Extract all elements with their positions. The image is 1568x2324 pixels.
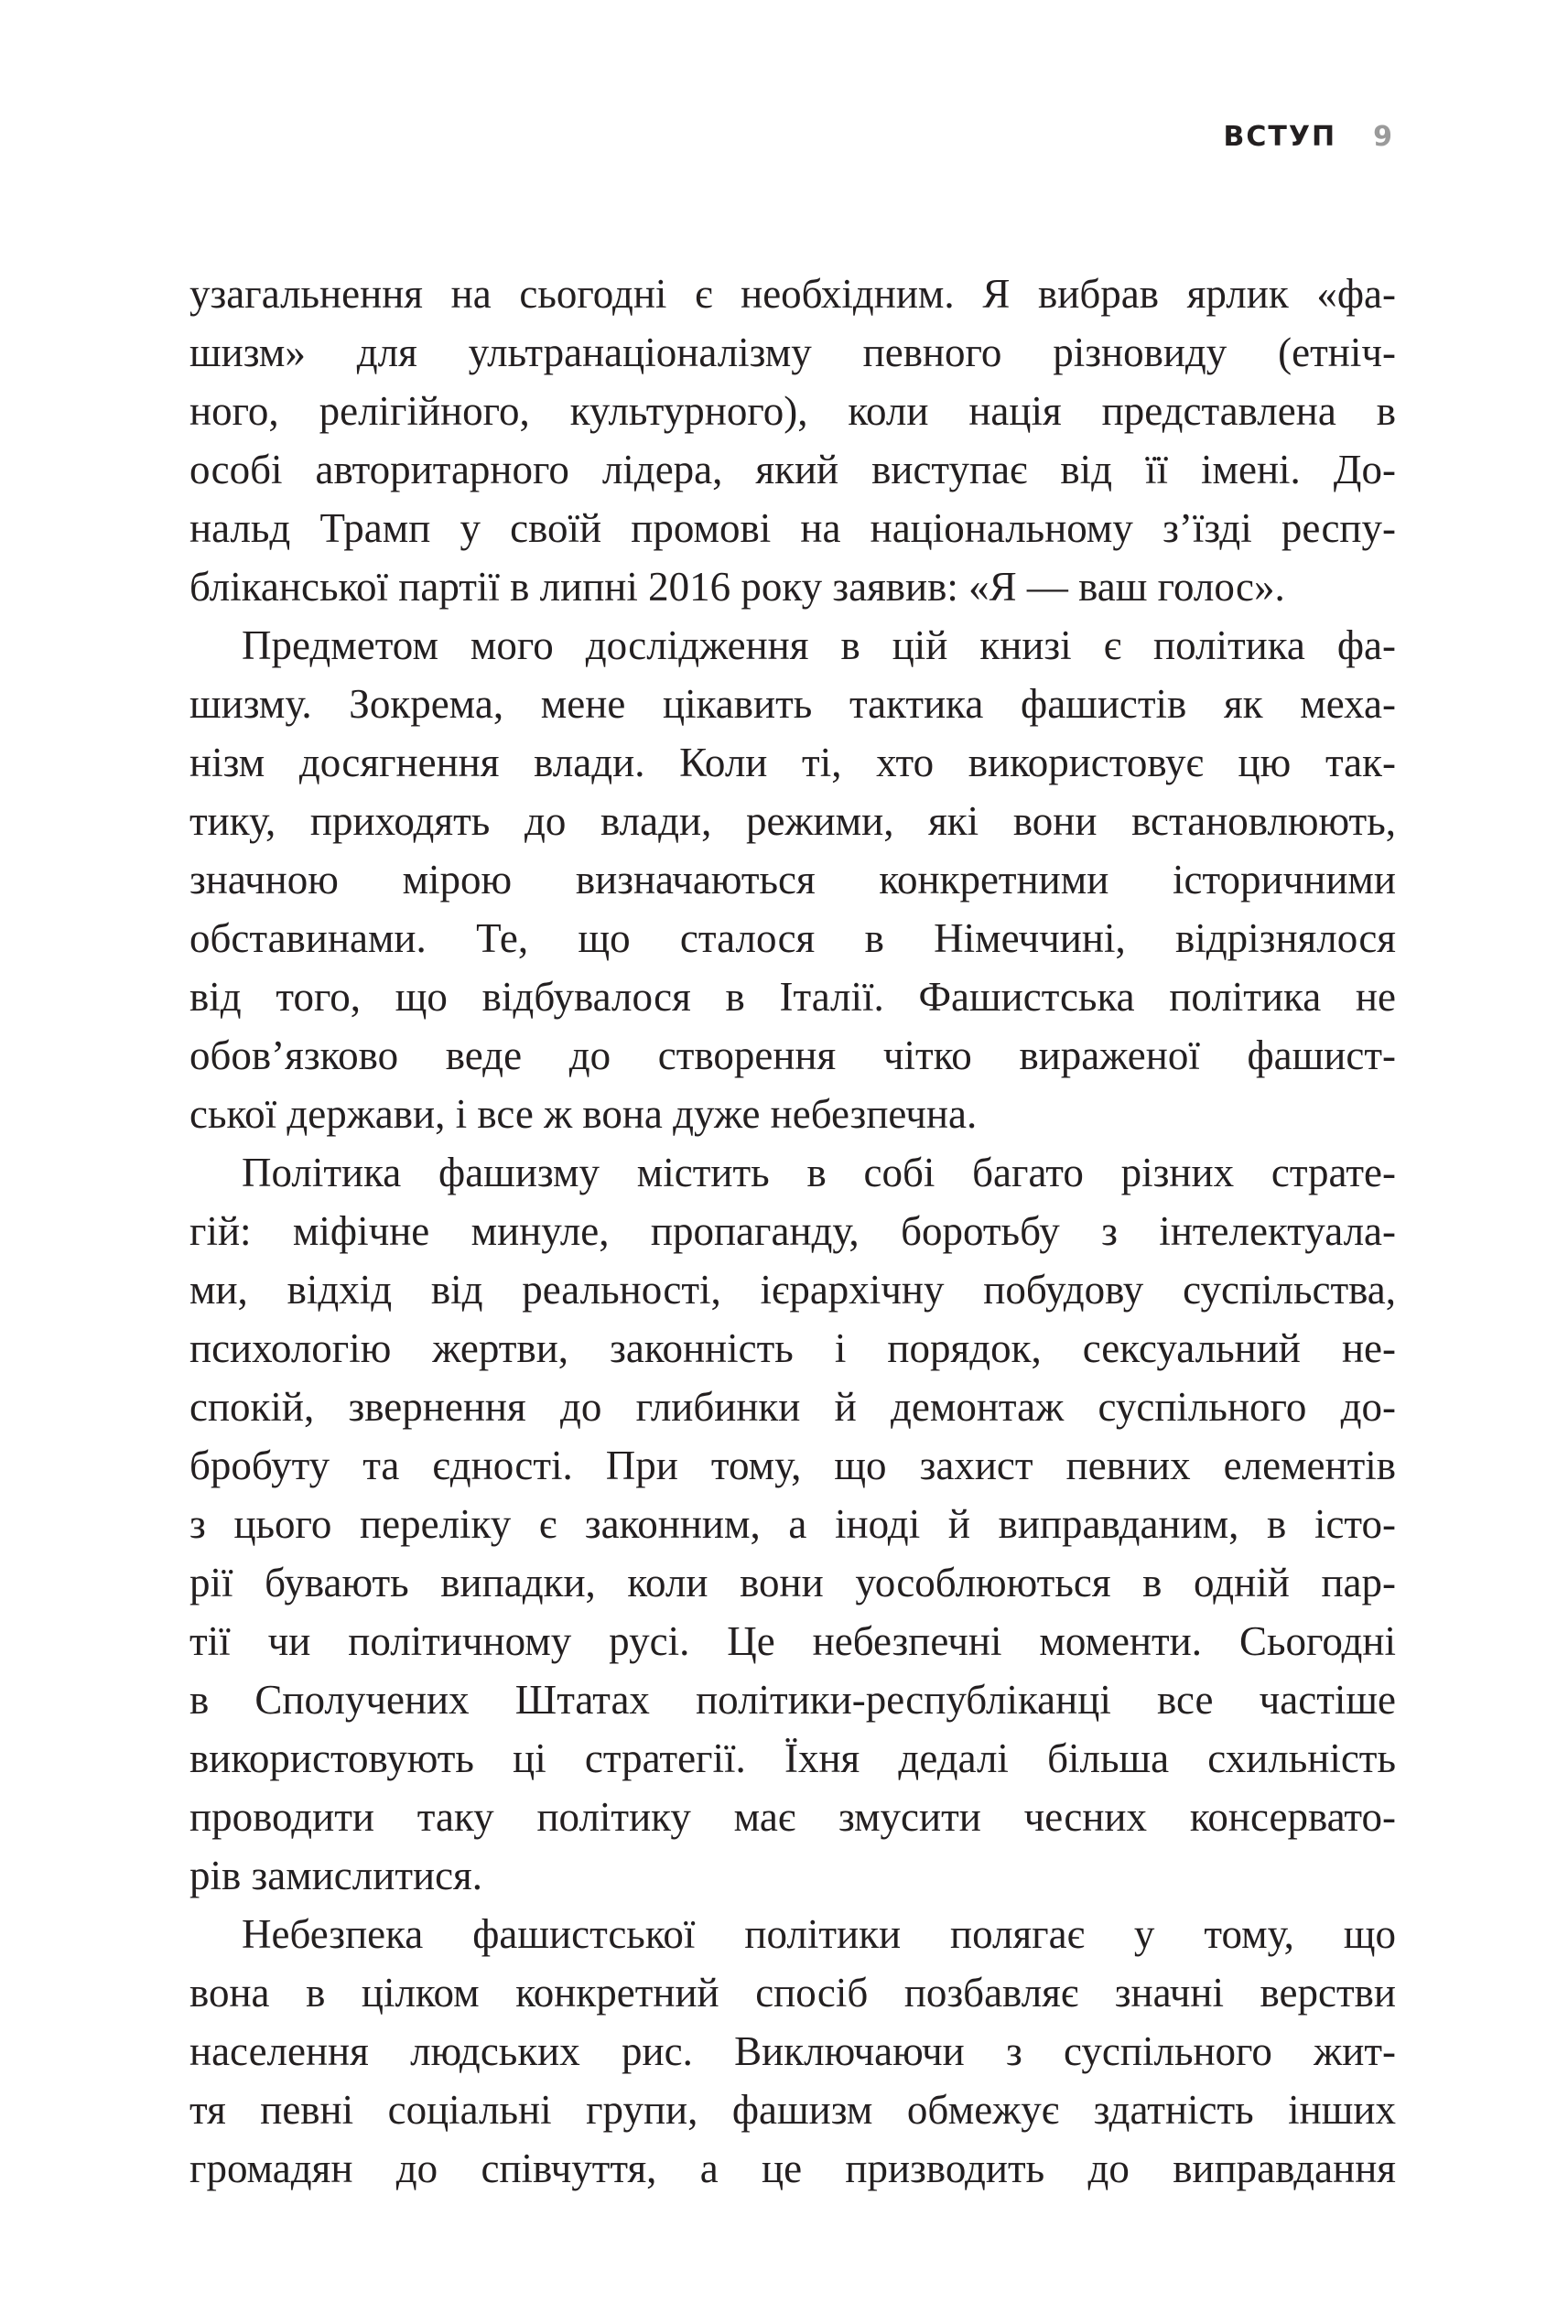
text-line: бліканської партії в липні 2016 року заявив: «Я — ваш голос».	[189, 564, 1285, 610]
text-line: обов’язково веде до створення чітко вираженої фашист-	[189, 1032, 1396, 1078]
text-line: значною мірою визначаються конкретними історичними	[189, 857, 1396, 903]
text-line: тії чи політичному русі. Це небезпечні моменти. Сьогодні	[189, 1618, 1396, 1664]
text-line: шизму. Зокрема, мене цікавить тактика фашистів як меха-	[189, 681, 1396, 727]
text-line: Політика фашизму містить в собі багато різних страте-	[242, 1150, 1396, 1195]
text-line: Небезпека фашистської політики полягає у тому, що	[242, 1911, 1396, 1957]
text-line: ного, релігійного, культурного), коли нація представлена в	[189, 388, 1396, 434]
text-line: тя певні соціальні групи, фашизм обмежує здатність інших	[189, 2087, 1396, 2133]
text-line: використовують ці стратегії. Їхня дедалі більша схильність	[189, 1735, 1396, 1781]
text-line: нальд Трамп у своїй промові на національному з’їзді респу-	[189, 505, 1396, 551]
running-header	[1224, 121, 1394, 153]
text-line: ми, відхід від реальності, ієрархічну побудову суспільства,	[189, 1267, 1396, 1313]
page-number: 9	[1373, 121, 1394, 153]
text-line: обставинами. Те, що сталося в Німеччині, відрізнялося	[189, 915, 1396, 961]
text-line: нізм досягнення влади. Коли ті, хто використовує цю так-	[189, 740, 1396, 785]
text-line: тику, приходять до влади, режими, які вони встановлюють,	[189, 798, 1396, 844]
text-line: ської держави, і все ж вона дуже небезпечна.	[189, 1091, 978, 1137]
body-text	[189, 265, 1396, 2198]
section-title: ВСТУП	[1223, 121, 1337, 153]
text-line: гій: міфічне минуле, пропаганду, боротьбу з інтелектуала-	[189, 1208, 1396, 1254]
paragraph	[189, 265, 1396, 616]
paragraph	[189, 1905, 1396, 2198]
text-line: проводити таку політику має змусити чесних консервато-	[189, 1794, 1396, 1840]
text-line: узагальнення на сьогодні є необхідним. Я вибрав ярлик «фа-	[189, 271, 1396, 317]
text-line: Предметом мого дослідження в цій книзі є політика фа-	[242, 622, 1396, 668]
text-line: громадян до співчуття, а це призводить до виправдання	[189, 2146, 1396, 2191]
text-line: в Сполучених Штатах політики-республіканці все частіше	[189, 1677, 1396, 1723]
text-line: вона в цілком конкретний спосіб позбавляє значні верстви	[189, 1970, 1396, 2016]
text-line: шизм» для ультранаціоналізму певного різновиду (етніч-	[189, 330, 1396, 375]
text-line: бробуту та єдності. При тому, що захист певних елементів	[189, 1443, 1396, 1488]
text-line: рів замислитися.	[189, 1853, 482, 1898]
text-line: з цього переліку є законним, а іноді й виправданим, в істо-	[189, 1501, 1396, 1547]
text-line: від того, що відбувалося в Італії. Фашистська політика не	[189, 974, 1396, 1020]
text-line: рії бувають випадки, коли вони уособлюються в одній пар-	[189, 1560, 1396, 1605]
paragraph	[189, 1143, 1396, 1905]
text-line: особі авторитарного лідера, який виступає від її імені. До-	[189, 447, 1396, 492]
text-line: психологію жертви, законність і порядок, сексуальний не-	[189, 1325, 1396, 1371]
paragraph	[189, 616, 1396, 1143]
text-line: спокій, звернення до глибинки й демонтаж суспільного до-	[189, 1384, 1396, 1430]
text-line: населення людських рис. Виключаючи з суспільного жит-	[189, 2028, 1396, 2074]
